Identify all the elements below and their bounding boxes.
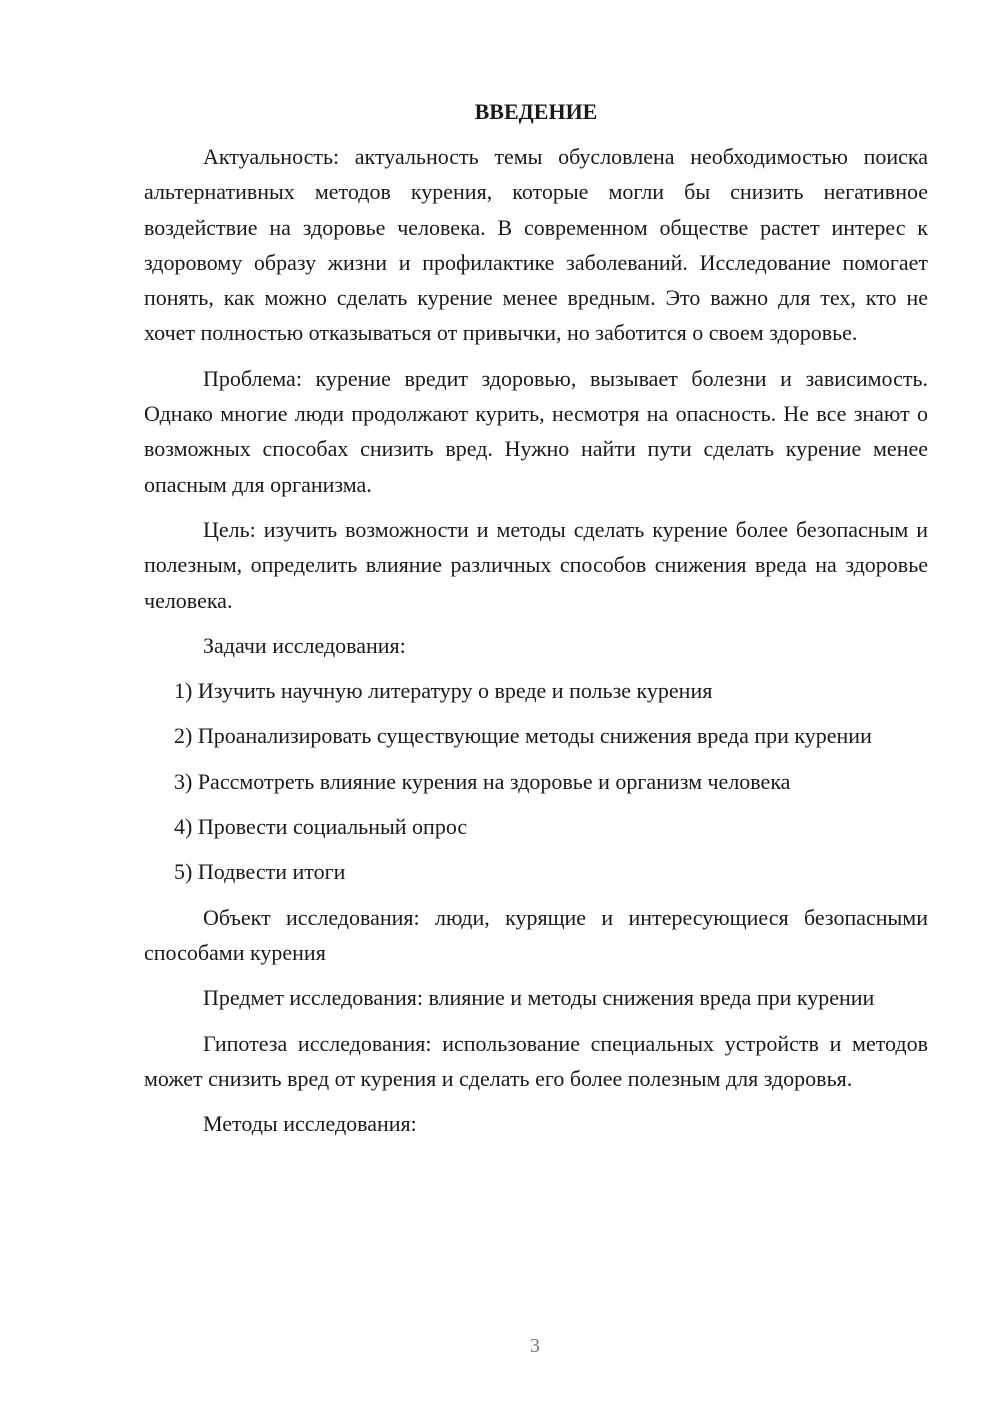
methods-heading: Методы исследования:: [203, 1111, 417, 1137]
tasks-list: [144, 673, 928, 889]
list-item: 4) Провести социальный опрос: [174, 814, 468, 840]
tasks-heading: Задачи исследования:: [203, 632, 406, 658]
list-item: 2) Проанализировать существующие методы снижения вреда при курении: [174, 723, 872, 749]
paragraph-object: Объект исследования: люди, курящие и интересующиеся безопасными способами курения: [144, 904, 928, 965]
paragraph-relevance: Актуальность: актуальность темы обусловлена необходимостью поиска альтернативных методов курения, которые могли бы снизить негативное воздействие на здоровье человека. В современном обществе растет интерес к здоровому образу жизни и профилактике заболеваний. Исследование помогает понять, как можно сделать курение менее вредным. Это важно для тех, кто не хочет полностью отказываться от привычки, но заботится о своем здоровье.: [144, 144, 928, 346]
list-item: 3) Рассмотреть влияние курения на здоровье и организм человека: [174, 768, 791, 794]
paragraph-problem: Проблема: курение вредит здоровью, вызывает болезни и зависимость. Однако многие люди продолжают курить, несмотря на опасность. Не все знают о возможных способах снизить вред. Нужно найти пути сделать курение менее опасным для организма.: [144, 365, 928, 497]
page-number: 3: [530, 1335, 540, 1357]
page-title: ВВЕДЕНИЕ: [474, 99, 598, 124]
document-page: [144, 94, 928, 1151]
list-item: 5) Подвести итоги: [174, 859, 346, 885]
paragraph-goal: Цель: изучить возможности и методы сделать курение более безопасным и полезным, определить влияние различных способов снижения вреда на здоровье человека.: [144, 516, 928, 613]
paragraph-subject: Предмет исследования: влияние и методы снижения вреда при курении: [203, 985, 875, 1011]
list-item: 1) Изучить научную литературу о вреде и пользе курения: [174, 678, 713, 704]
paragraph-hypothesis: Гипотеза исследования: использование специальных устройств и методов может снизить вред от курения и сделать его более полезным для здоровья.: [144, 1030, 928, 1091]
